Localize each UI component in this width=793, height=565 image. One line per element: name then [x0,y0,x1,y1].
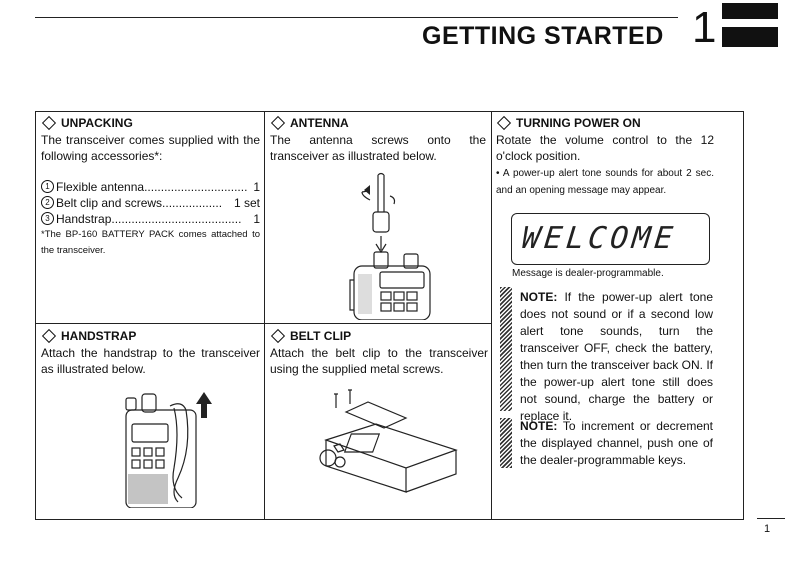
handstrap-text: Attach the handstrap to the transceiver as illustrated below. [41,345,260,376]
section-power [496,115,714,199]
lcd-caption: Message is dealer-programmable. [512,268,664,279]
note-2: NOTE: To increment or decrement the displayed channel, push one of the dealer-programmable keys. [520,419,713,467]
chapter-number: 1 [692,3,717,52]
beltclip-text: Attach the belt clip to the transceiver using the supplied metal screws. [270,345,488,376]
unpacking-footnote: *The BP-160 BATTERY PACK comes attached to the transceiver. [41,228,260,256]
chapter-tab-bottom [722,27,778,47]
diamond-icon [271,116,285,130]
section-beltclip [270,328,488,378]
power-text: Rotate the volume control to the 12 o'clock position. [496,132,714,163]
power-bullet: • A power-up alert tone sounds for about 2 sec. and an opening message may appear. [496,167,714,196]
unpacking-intro: The transceiver comes supplied with the following accessories*: [41,132,260,163]
note-hatch-icon [500,287,512,411]
diamond-icon [497,116,511,130]
list-item: 1 Flexible antenna ............................... 1 [41,179,260,195]
list-item: 3 Handstrap ....................................... 1 [41,211,260,227]
list-item: 2 Belt clip and screws .................. 1 set [41,195,260,211]
note-1: NOTE: If the power-up alert tone does not sound or if a second low alert tone sounds, turn the transceiver OFF, check the battery, then turn the transceiver back ON. If the power-up alert tone still does not sound, charge the battery or replace it. [520,290,713,423]
antenna-illustration [340,170,436,320]
section-handstrap [41,328,260,378]
diamond-icon [42,329,56,343]
diamond-icon [42,116,56,130]
lcd-display [511,213,710,265]
handstrap-illustration [118,388,218,508]
section-unpacking [41,115,260,259]
section-title: UNPACKING [41,115,260,132]
page-number: 1 [764,523,771,535]
beltclip-illustration [306,388,466,500]
section-title: TURNING POWER ON [496,115,714,132]
chapter-tab-top [722,3,778,19]
section-title: HANDSTRAP [41,328,260,345]
row-divider [36,323,492,324]
antenna-text: The antenna screws onto the transceiver as illustrated below. [270,132,486,163]
column-divider [264,112,265,519]
section-antenna [270,115,486,165]
diamond-icon [271,329,285,343]
note-hatch-icon [500,418,512,468]
page-number-rule [757,518,785,519]
section-title: BELT CLIP [270,328,488,345]
column-divider [491,112,492,519]
header-rule [35,17,678,18]
lcd-message: WELCOME [520,221,679,256]
page-title: GETTING STARTED [422,22,664,50]
section-title: ANTENNA [270,115,486,132]
